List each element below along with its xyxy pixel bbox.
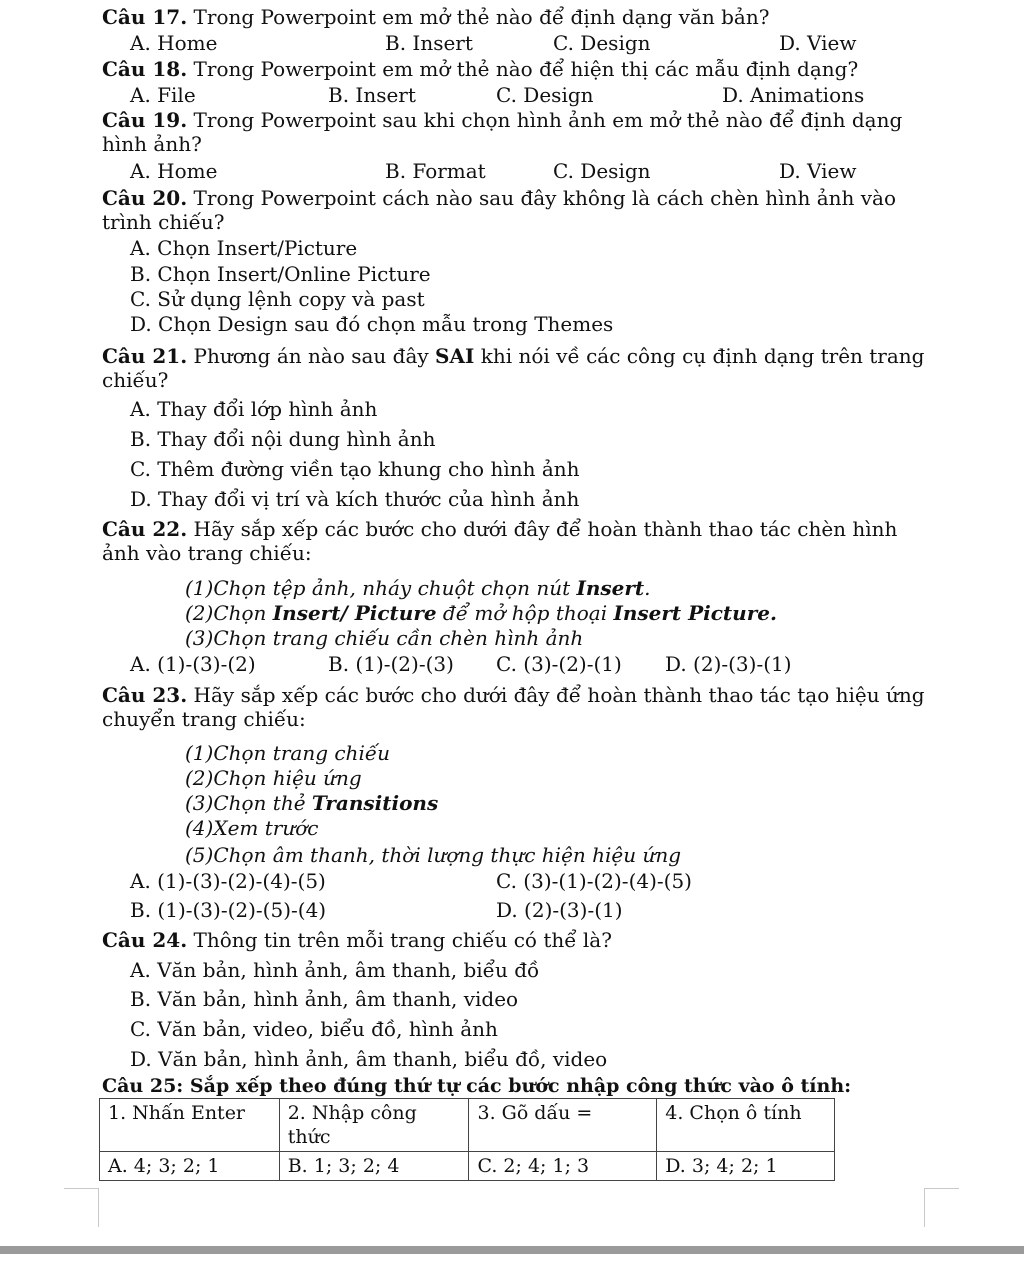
q18-option-c: C. Design xyxy=(496,83,594,107)
q24-option-a: A. Văn bản, hình ảnh, âm thanh, biểu đồ xyxy=(130,958,540,982)
q23-step-4: (4)Xem trước xyxy=(185,816,319,840)
q25-option-c: C. 2; 4; 1; 3 xyxy=(469,1152,657,1181)
question-17: Câu 17. Trong Powerpoint em mở thẻ nào để định dạng văn bản? xyxy=(102,5,770,29)
question-24: Câu 24. Thông tin trên mỗi trang chiếu có thể là? xyxy=(102,928,612,952)
q25-step-1: 1. Nhấn Enter xyxy=(100,1099,280,1152)
q22-step-1: (1)Chọn tệp ảnh, nháy chuột chọn nút Insert. xyxy=(185,576,651,600)
q25-option-a: A. 4; 3; 2; 1 xyxy=(100,1152,280,1181)
q18-option-d: D. Animations xyxy=(722,83,865,107)
question-22: Câu 22. Hãy sắp xếp các bước cho dưới đây để hoàn thành thao tác chèn hình ảnh vào trang chiếu: xyxy=(102,517,898,565)
q19-option-c: C. Design xyxy=(553,159,651,183)
q19-option-a: A. Home xyxy=(130,159,218,183)
q23-step-3: (3)Chọn thẻ Transitions xyxy=(185,791,439,815)
page-corner-mark-left xyxy=(64,1188,99,1227)
q25-option-d: D. 3; 4; 2; 1 xyxy=(657,1152,835,1181)
q23-option-b: B. (1)-(3)-(2)-(5)-(4) xyxy=(130,898,327,922)
q20-option-d: D. Chọn Design sau đó chọn mẫu trong Themes xyxy=(130,312,614,336)
q17-option-c: C. Design xyxy=(553,31,651,55)
q20-option-c: C. Sử dụng lệnh copy và past xyxy=(130,287,425,311)
q25-option-b: B. 1; 3; 2; 4 xyxy=(279,1152,469,1181)
q24-option-b: B. Văn bản, hình ảnh, âm thanh, video xyxy=(130,987,519,1011)
q25-table xyxy=(99,1098,835,1181)
page-bottom-edge xyxy=(0,1246,1024,1254)
question-20: Câu 20. Trong Powerpoint cách nào sau đây không là cách chèn hình ảnh vào trình chiếu? xyxy=(102,186,897,234)
q21-option-a: A. Thay đổi lớp hình ảnh xyxy=(130,397,378,421)
q25-step-2: 2. Nhập công thức xyxy=(279,1099,469,1152)
table-row xyxy=(100,1152,835,1181)
q24-option-c: C. Văn bản, video, biểu đồ, hình ảnh xyxy=(130,1017,498,1041)
question-21: Câu 21. Phương án nào sau đây SAI khi nói về các công cụ định dạng trên trang chiếu? xyxy=(102,344,925,392)
question-18: Câu 18. Trong Powerpoint em mở thẻ nào để hiện thị các mẫu định dạng? xyxy=(102,57,859,81)
question-25: Câu 25: Sắp xếp theo đúng thứ tự các bước nhập công thức vào ô tính: xyxy=(102,1075,852,1097)
q23-option-a: A. (1)-(3)-(2)-(4)-(5) xyxy=(130,869,326,893)
question-23: Câu 23. Hãy sắp xếp các bước cho dưới đây để hoàn thành thao tác tạo hiệu ứng chuyển trang chiếu: xyxy=(102,683,925,731)
q18-option-a: A. File xyxy=(130,83,196,107)
q19-option-d: D. View xyxy=(779,159,857,183)
q21-option-d: D. Thay đổi vị trí và kích thước của hình ảnh xyxy=(130,487,580,511)
q17-option-d: D. View xyxy=(779,31,857,55)
question-19: Câu 19. Trong Powerpoint sau khi chọn hình ảnh em mở thẻ nào để định dạng hình ảnh? xyxy=(102,108,903,156)
q22-option-a: A. (1)-(3)-(2) xyxy=(130,652,256,676)
q23-option-c: C. (3)-(1)-(2)-(4)-(5) xyxy=(496,869,692,893)
q25-step-3: 3. Gõ dấu = xyxy=(469,1099,657,1152)
q21-option-b: B. Thay đổi nội dung hình ảnh xyxy=(130,427,436,451)
q23-step-1: (1)Chọn trang chiếu xyxy=(185,741,391,765)
q19-option-b: B. Format xyxy=(385,159,486,183)
q24-option-d: D. Văn bản, hình ảnh, âm thanh, biểu đồ, video xyxy=(130,1047,608,1071)
q22-step-3: (3)Chọn trang chiếu cần chèn hình ảnh xyxy=(185,626,584,650)
q17-option-b: B. Insert xyxy=(385,31,473,55)
q22-step-2: (2)Chọn Insert/ Picture để mở hộp thoại Insert Picture. xyxy=(185,601,777,625)
q17-option-a: A. Home xyxy=(130,31,218,55)
q22-option-c: C. (3)-(2)-(1) xyxy=(496,652,622,676)
q21-option-c: C. Thêm đường viền tạo khung cho hình ảnh xyxy=(130,457,580,481)
page-corner-mark-right xyxy=(924,1188,959,1227)
q22-option-d: D. (2)-(3)-(1) xyxy=(665,652,792,676)
q23-step-5: (5)Chọn âm thanh, thời lượng thực hiện hiệu ứng xyxy=(185,843,682,867)
q25-step-4: 4. Chọn ô tính xyxy=(657,1099,835,1152)
q20-option-a: A. Chọn Insert/Picture xyxy=(130,236,358,260)
q18-option-b: B. Insert xyxy=(328,83,416,107)
q20-option-b: B. Chọn Insert/Online Picture xyxy=(130,262,431,286)
q23-step-2: (2)Chọn hiệu ứng xyxy=(185,766,362,790)
q23-option-d: D. (2)-(3)-(1) xyxy=(496,898,623,922)
q22-option-b: B. (1)-(2)-(3) xyxy=(328,652,454,676)
table-row xyxy=(100,1099,835,1152)
